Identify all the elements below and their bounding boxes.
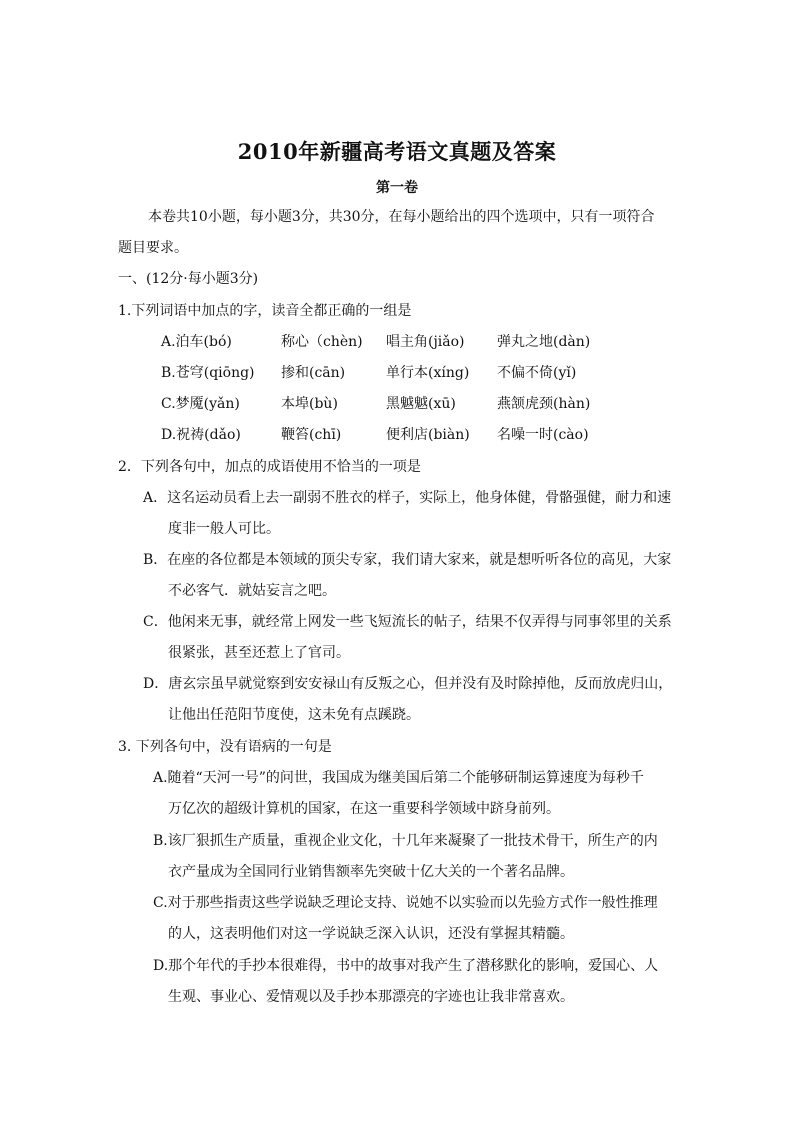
question-2-stem: 2．下列各句中，加点的成语使用不恰当的一项是 <box>118 459 421 475</box>
option-word: 便利店(biàn) <box>386 427 470 443</box>
question-2-option-b-cont: 不必客气．就姑妄言之吧。 <box>168 583 336 599</box>
option-word: 单行本(xíng) <box>386 365 470 381</box>
question-2-option-b: B．在座的各位都是本领域的顶尖专家，我们请大家来，就是想听听各位的高见，大家 <box>143 552 672 568</box>
section-subtitle: 第一卷 <box>376 180 418 196</box>
question-3-option-b: B.该厂狠抓生产质量，重视企业文化，十几年来凝聚了一批技术骨干，所生产的内 <box>153 833 658 849</box>
question-2-option-d: D．唐玄宗虽早就觉察到安安禄山有反叛之心，但并没有及时除掉他，反而放虎归山， <box>143 676 673 692</box>
question-2-option-c: C．他闲来无事，就经常上网发一些飞短流长的帖子，结果不仅弄得与同事邻里的关系 <box>143 614 672 630</box>
question-2-option-d-cont: 让他出任范阳节度使，这未免有点蹊跷。 <box>168 707 420 723</box>
question-1-stem: 1.下列词语中加点的字，读音全都正确的一组是 <box>118 303 412 319</box>
question-3-option-b-cont: 衣产量成为全国同行业销售额率先突破十亿大关的一个著名品牌。 <box>168 864 574 880</box>
section-heading: 一、(12分·每小题3分) <box>118 271 259 287</box>
question-2-option-a: A．这名运动员看上去一副弱不胜衣的样子，实际上，他身体健，骨骼强健，耐力和速 <box>143 490 672 506</box>
question-3-option-a: A.随着“天河一号”的问世，我国成为继美国后第二个能够研制运算速度为每秒千 <box>153 770 644 786</box>
intro-line-2: 题目要求。 <box>118 240 188 256</box>
option-word: 黑魆魆(xū) <box>386 396 456 412</box>
option-word: 鞭笞(chī) <box>281 427 342 443</box>
option-word: A.泊车(bó) <box>161 334 232 350</box>
intro-line-1: 本卷共10小题，每小题3分，共30分，在每小题给出的四个选项中，只有一项符合 <box>148 209 655 225</box>
option-word: 掺和(cān) <box>281 365 346 381</box>
option-word: 称心（chèn) <box>281 334 363 350</box>
option-word: 唱主角(jiǎo) <box>386 334 465 350</box>
question-3-option-a-cont: 万亿次的超级计算机的国家，在这一重要科学领域中跻身前列。 <box>168 801 560 817</box>
option-word: 不偏不倚(yǐ) <box>497 365 577 381</box>
question-3-option-d: D.那个年代的手抄本很难得，书中的故事对我产生了潜移默化的影响，爱国心、人 <box>153 958 659 974</box>
question-2-option-a-cont: 度非一般人可比。 <box>168 521 280 537</box>
option-word: 本埠(bù) <box>281 396 338 412</box>
option-word: 燕颔虎颈(hàn) <box>497 396 591 412</box>
option-word: D.祝祷(dǎo) <box>161 427 241 443</box>
page-title: 2010年新疆高考语文真题及答案 <box>237 139 557 164</box>
option-word: 弹丸之地(dàn) <box>497 334 591 350</box>
question-2-option-c-cont: 很紧张，甚至还惹上了官司。 <box>168 645 350 661</box>
question-3-option-c-cont: 的人，这表明他们对这一学说缺乏深入认识，还没有掌握其精髓。 <box>168 926 574 942</box>
question-3-option-d-cont: 生观、事业心、爱情观以及手抄本那漂亮的字迹也让我非常喜欢。 <box>168 989 574 1005</box>
option-word: C.梦魇(yǎn) <box>161 396 240 412</box>
question-3-option-c: C.对于那些指责这些学说缺乏理论支持、说她不以实验而以先验方式作一般性推理 <box>153 895 658 911</box>
question-3-stem: 3. 下列各句中，没有语病的一句是 <box>118 739 332 755</box>
option-word: B.苍穹(qiōng) <box>161 365 255 381</box>
option-word: 名噪一时(cào) <box>497 427 589 443</box>
